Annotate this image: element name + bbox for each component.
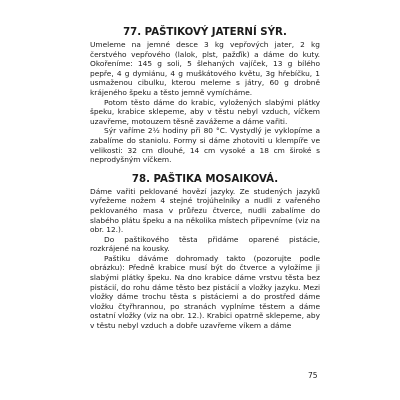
- paragraph: Sýr vaříme 2½ hodiny při 80 °C. Vystydlý je vyklopíme a zabalíme do staniolu. Formy si dáme zhotoviti u klempíře ve velikosti: 32 cm dlouhé, 14 cm vysoké a 18 cm široké s neprodyšným víčkem.: [90, 126, 320, 165]
- paragraph: Dáme vařiti peklované hovězí jazyky. Ze studených jazyků vyřežeme nožem 4 stejné trojúhelníky a nudli z vařeného peklovaného masa v průřezu čtverce, nudli zabalíme do slabého plátu špeku a na několika místech připevníme (viz na obr. 12.).: [90, 186, 320, 235]
- recipe-title-78: 78. PAŠTIKA MOSAIKOVÁ.: [131, 173, 279, 185]
- paragraph: Umeleme na jemné desce 3 kg vepřových jater, 2 kg čerstvého vepřového (lalok, plst, pažďík) a dáme do kuty. Okořeníme: 145 g soli, 5 šlehaných vajíček, 13 g bílého pepře, 4 g dymiánu, 4 g muškátového květu, 3g hřebíčku, 1 usmaženou cibulku, kterou meleme s játry, 60 g drobně krájeného špeku a těsto jemně vymícháme.: [90, 40, 320, 97]
- paragraph: Paštiku dáváme dohromady takto (pozorujte podle obrázku): Předně krabice musí být do čtverce a vyložíme ji slabými plátky špeku. Na dno krabice dáme vrstvu těsta bez pistácií, do rohu dáme těsto bez pistácií a vložky jazyku. Mezi vložky dáme trochu těsta s pistáciemi a do prostřed dáme vložku čtyřhrannou, po stranách vyplníme těstem a dáme ostatní vložky (viz na obr. 12.). Krabici opatrně sklepeme, aby v těstu nebyl vzduch a dobře uzavřeme víkem a dáme: [90, 253, 320, 331]
- page-content: [90, 26, 320, 331]
- paragraph: Do paštikového těsta přidáme oparené pistácie, rozkrájené na kousky.: [90, 234, 320, 254]
- page-number: 75: [308, 371, 318, 380]
- paragraph: Potom těsto dáme do krabic, vyložených slabými plátky špeku, krabice sklepeme, aby v těstu nebyl vzduch, víčkem uzavřeme, motouzem těsně zavážeme a dáme vařiti.: [90, 97, 320, 126]
- recipe-title-77: 77. PAŠTIKOVÝ JATERNÍ SÝR.: [123, 27, 287, 38]
